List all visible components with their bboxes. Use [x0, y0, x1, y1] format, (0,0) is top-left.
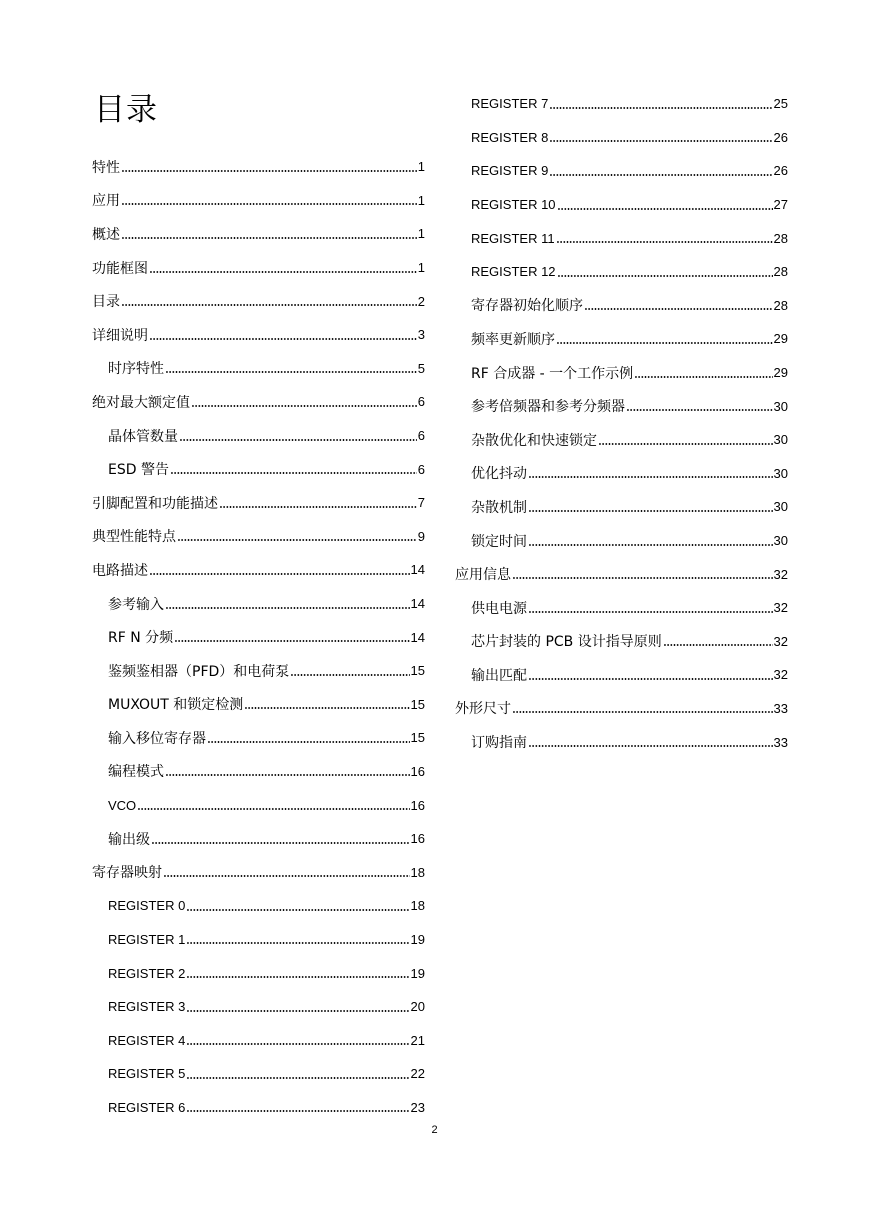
- dot-leader: [291, 666, 409, 676]
- toc-entry-page: 33: [773, 700, 788, 716]
- toc-entry[interactable]: [455, 289, 788, 323]
- dot-leader: [187, 968, 409, 978]
- toc-entry-page: 1: [417, 226, 425, 242]
- toc-entry-label: 锁定时间: [471, 533, 527, 550]
- toc-entry-page: 18: [410, 898, 425, 914]
- toc-entry[interactable]: [92, 419, 425, 453]
- toc-entry[interactable]: [92, 520, 425, 554]
- toc-entry-label: 杂散机制: [471, 499, 527, 516]
- dot-leader: [208, 733, 410, 743]
- dot-leader: [175, 632, 409, 642]
- toc-entry[interactable]: [455, 725, 788, 759]
- dot-leader: [187, 934, 409, 944]
- toc-entry-page: 28: [773, 297, 788, 313]
- toc-entry-page: 32: [773, 633, 788, 649]
- toc-entry[interactable]: [455, 457, 788, 491]
- dot-leader: [529, 468, 773, 478]
- dot-leader: [122, 229, 417, 239]
- toc-entry-label: 编程模式: [108, 764, 164, 781]
- toc-entry-page: 30: [773, 533, 788, 549]
- toc-entry-page: 6: [417, 394, 425, 410]
- toc-entry-page: 30: [773, 398, 788, 414]
- toc-entry-page: 7: [417, 495, 425, 511]
- toc-entry[interactable]: [455, 692, 788, 726]
- toc-entry-page: 15: [410, 696, 425, 712]
- toc-entry[interactable]: [455, 625, 788, 659]
- dot-leader: [664, 636, 773, 646]
- toc-entry-page: 20: [410, 999, 425, 1015]
- dot-leader: [635, 368, 772, 378]
- toc-entry-label: 引脚配置和功能描述: [92, 495, 218, 512]
- toc-entry[interactable]: [455, 557, 788, 591]
- toc-entry[interactable]: [92, 150, 425, 184]
- toc-entry-label: REGISTER 2: [108, 965, 186, 981]
- toc-entry-page: 21: [410, 1032, 425, 1048]
- toc-entry-page: 6: [417, 428, 425, 444]
- toc-entry[interactable]: [92, 1091, 425, 1125]
- toc-entry[interactable]: [92, 1023, 425, 1057]
- toc-entry-page: 28: [773, 264, 788, 280]
- toc-entry-page: 15: [410, 663, 425, 679]
- dot-leader: [152, 834, 410, 844]
- toc-entry-label: REGISTER 7: [471, 96, 549, 112]
- toc-entry-page: 1: [417, 192, 425, 208]
- toc-entry[interactable]: [455, 322, 788, 356]
- toc-entry[interactable]: [455, 255, 788, 289]
- toc-entry-page: 9: [417, 528, 425, 544]
- dot-leader: [166, 599, 410, 609]
- dot-leader: [166, 363, 417, 373]
- toc-entry[interactable]: [92, 755, 425, 789]
- dot-leader: [513, 703, 773, 713]
- toc-entry-label: 详细说明: [92, 327, 148, 344]
- page-number: 2: [431, 1124, 438, 1136]
- toc-entry-page: 14: [410, 629, 425, 645]
- toc-entry[interactable]: [92, 1057, 425, 1091]
- toc-entry-page: 16: [410, 831, 425, 847]
- toc-entry-label: 功能框图: [92, 260, 148, 277]
- toc-entry-page: 29: [773, 365, 788, 381]
- toc-entry-page: 3: [417, 327, 425, 343]
- toc-entry-page: 29: [773, 331, 788, 347]
- toc-entry-label: 晶体管数量: [108, 428, 178, 445]
- toc-entry[interactable]: [455, 221, 788, 255]
- toc-entry-page: 14: [410, 596, 425, 612]
- toc-entry-label: 应用信息: [455, 567, 511, 584]
- toc-entry-label: 寄存器映射: [92, 865, 162, 882]
- toc-entry-label: 参考输入: [108, 596, 164, 613]
- dot-leader: [513, 569, 773, 579]
- dot-leader: [245, 699, 409, 709]
- toc-entry-label: REGISTER 12: [471, 264, 556, 280]
- dot-leader: [180, 431, 417, 441]
- toc-entry-label: REGISTER 11: [471, 230, 555, 246]
- toc-entry-page: 25: [773, 96, 788, 112]
- toc-entry[interactable]: [455, 490, 788, 524]
- toc-entry[interactable]: [92, 620, 425, 654]
- toc-entry-page: 18: [410, 864, 425, 880]
- toc-entry-label: 目录: [92, 294, 120, 311]
- toc-entry-label: REGISTER 5: [108, 1066, 186, 1082]
- toc-entry-page: 23: [410, 1099, 425, 1115]
- toc-entry[interactable]: [455, 423, 788, 457]
- toc-entry-label: MUXOUT 和锁定检测: [108, 697, 244, 714]
- toc-entry-label: 寄存器初始化顺序: [471, 298, 583, 315]
- toc-entry-page: 1: [417, 159, 425, 175]
- toc-entry-label: 芯片封装的 PCB 设计指导原则: [471, 634, 662, 651]
- toc-entry[interactable]: [455, 188, 788, 222]
- toc-entry[interactable]: [455, 154, 788, 188]
- toc-entry-label: 时序特性: [108, 361, 164, 378]
- dot-leader: [557, 334, 773, 344]
- toc-entry-label: 输入移位寄存器: [108, 730, 206, 747]
- page-title: 目录: [94, 92, 158, 128]
- toc-entry-page: 16: [410, 763, 425, 779]
- toc-entry-label: REGISTER 0: [108, 898, 186, 914]
- toc-entry-page: 6: [417, 461, 425, 477]
- dot-leader: [550, 99, 772, 109]
- toc-entry[interactable]: [455, 121, 788, 155]
- toc-entry[interactable]: [92, 318, 425, 352]
- dot-leader: [122, 195, 417, 205]
- toc-entry-page: 1: [417, 260, 425, 276]
- toc-entry[interactable]: [92, 721, 425, 755]
- toc-entry-page: 19: [410, 965, 425, 981]
- toc-entry-label: 杂散优化和快速锁定: [471, 432, 597, 449]
- toc-entry-page: 2: [417, 293, 425, 309]
- toc-entry[interactable]: [455, 658, 788, 692]
- toc-entry[interactable]: [92, 688, 425, 722]
- dot-leader: [585, 300, 773, 310]
- dot-leader: [164, 867, 410, 877]
- toc-entry-label: 典型性能特点: [92, 529, 176, 546]
- toc-entry-page: 28: [773, 230, 788, 246]
- dot-leader: [529, 603, 773, 613]
- dot-leader: [187, 1102, 409, 1112]
- toc-entry-label: RF N 分频: [108, 630, 174, 647]
- toc-entry-page: 30: [773, 432, 788, 448]
- dot-leader: [166, 766, 410, 776]
- toc-entry-label: REGISTER 4: [108, 1032, 186, 1048]
- dot-leader: [171, 464, 417, 474]
- toc-entry-label: 输出匹配: [471, 667, 527, 684]
- toc-entry-label: REGISTER 1: [108, 931, 186, 947]
- toc-entry[interactable]: [92, 990, 425, 1024]
- toc-entry[interactable]: [455, 389, 788, 423]
- dot-leader: [599, 435, 773, 445]
- dot-leader: [187, 1035, 409, 1045]
- toc-entry[interactable]: [92, 553, 425, 587]
- toc-entry-label: 订购指南: [471, 735, 527, 752]
- dot-leader: [558, 267, 773, 277]
- toc-entry-page: 32: [773, 566, 788, 582]
- toc-entry[interactable]: [92, 587, 425, 621]
- dot-leader: [187, 1002, 409, 1012]
- toc-entry[interactable]: [455, 524, 788, 558]
- toc-entry-page: 30: [773, 465, 788, 481]
- toc-entry[interactable]: [92, 889, 425, 923]
- toc-entry[interactable]: [92, 452, 425, 486]
- toc-entry[interactable]: [92, 251, 425, 285]
- dot-leader: [529, 536, 773, 546]
- toc-entry[interactable]: [92, 788, 425, 822]
- dot-leader: [529, 670, 773, 680]
- dot-leader: [138, 800, 409, 810]
- toc-entry-label: REGISTER 6: [108, 1099, 186, 1115]
- toc-entry[interactable]: [92, 822, 425, 856]
- dot-leader: [220, 498, 417, 508]
- dot-leader: [150, 330, 417, 340]
- dot-leader: [122, 162, 417, 172]
- dot-leader: [187, 1069, 409, 1079]
- toc-entry-label: REGISTER 10: [471, 197, 556, 213]
- toc-entry[interactable]: [92, 855, 425, 889]
- toc-entry-page: 15: [410, 730, 425, 746]
- toc-entry[interactable]: [455, 356, 788, 390]
- toc-entry-page: 19: [410, 931, 425, 947]
- toc-entry-label: REGISTER 3: [108, 999, 186, 1015]
- toc-entry-label: 输出级: [108, 831, 150, 848]
- dot-leader: [550, 132, 772, 142]
- dot-leader: [150, 263, 417, 273]
- toc-entry-page: 33: [773, 734, 788, 750]
- toc-entry-page: 14: [410, 562, 425, 578]
- dot-leader: [529, 502, 773, 512]
- toc-entry-label: REGISTER 8: [471, 129, 549, 145]
- toc-entry[interactable]: [455, 591, 788, 625]
- toc-entry[interactable]: [92, 923, 425, 957]
- dot-leader: [627, 401, 773, 411]
- toc-entry-label: 特性: [92, 159, 120, 176]
- toc-entry-label: 优化抖动: [471, 466, 527, 483]
- toc-entry-label: REGISTER 9: [471, 163, 549, 179]
- toc-entry[interactable]: [92, 284, 425, 318]
- toc-entry-label: 电路描述: [92, 562, 148, 579]
- toc-entry-page: 32: [773, 600, 788, 616]
- toc-entry-label: ESD 警告: [108, 462, 169, 479]
- toc-entry-label: 供电电源: [471, 600, 527, 617]
- toc-entry-label: 鉴频鉴相器（PFD）和电荷泵: [108, 663, 290, 680]
- toc-entry-label: 频率更新顺序: [471, 331, 555, 348]
- toc-entry-label: RF 合成器 - 一个工作示例: [471, 365, 634, 382]
- toc-entry[interactable]: [455, 87, 788, 121]
- toc-entry[interactable]: [92, 385, 425, 419]
- toc-entry[interactable]: [92, 956, 425, 990]
- dot-leader: [557, 233, 773, 243]
- toc-entry-label: 参考倍频器和参考分频器: [471, 399, 625, 416]
- toc-entry-page: 16: [410, 797, 425, 813]
- dot-leader: [550, 166, 772, 176]
- dot-leader: [178, 531, 417, 541]
- toc-entry-page: 22: [410, 1066, 425, 1082]
- dot-leader: [558, 200, 773, 210]
- toc-right-column: [455, 87, 788, 759]
- toc-entry-label: 绝对最大额定值: [92, 394, 190, 411]
- toc-entry[interactable]: [92, 486, 425, 520]
- toc-entry-page: 26: [773, 163, 788, 179]
- toc-entry-page: 26: [773, 129, 788, 145]
- toc-entry[interactable]: [92, 654, 425, 688]
- dot-leader: [192, 397, 417, 407]
- toc-left-column: [92, 150, 425, 1124]
- toc-entry-label: VCO: [108, 797, 137, 813]
- dot-leader: [187, 901, 409, 911]
- dot-leader: [150, 565, 410, 575]
- toc-entry-page: 5: [417, 360, 425, 376]
- toc-entry-page: 32: [773, 667, 788, 683]
- dot-leader: [122, 296, 417, 306]
- toc-entry-page: 27: [773, 197, 788, 213]
- toc-entry[interactable]: [92, 184, 425, 218]
- toc-entry-label: 应用: [92, 193, 120, 210]
- toc-entry-label: 外形尺寸: [455, 701, 511, 718]
- toc-entry-label: 概述: [92, 226, 120, 243]
- toc-entry[interactable]: [92, 217, 425, 251]
- toc-entry[interactable]: [92, 352, 425, 386]
- dot-leader: [529, 737, 773, 747]
- toc-entry-page: 30: [773, 499, 788, 515]
